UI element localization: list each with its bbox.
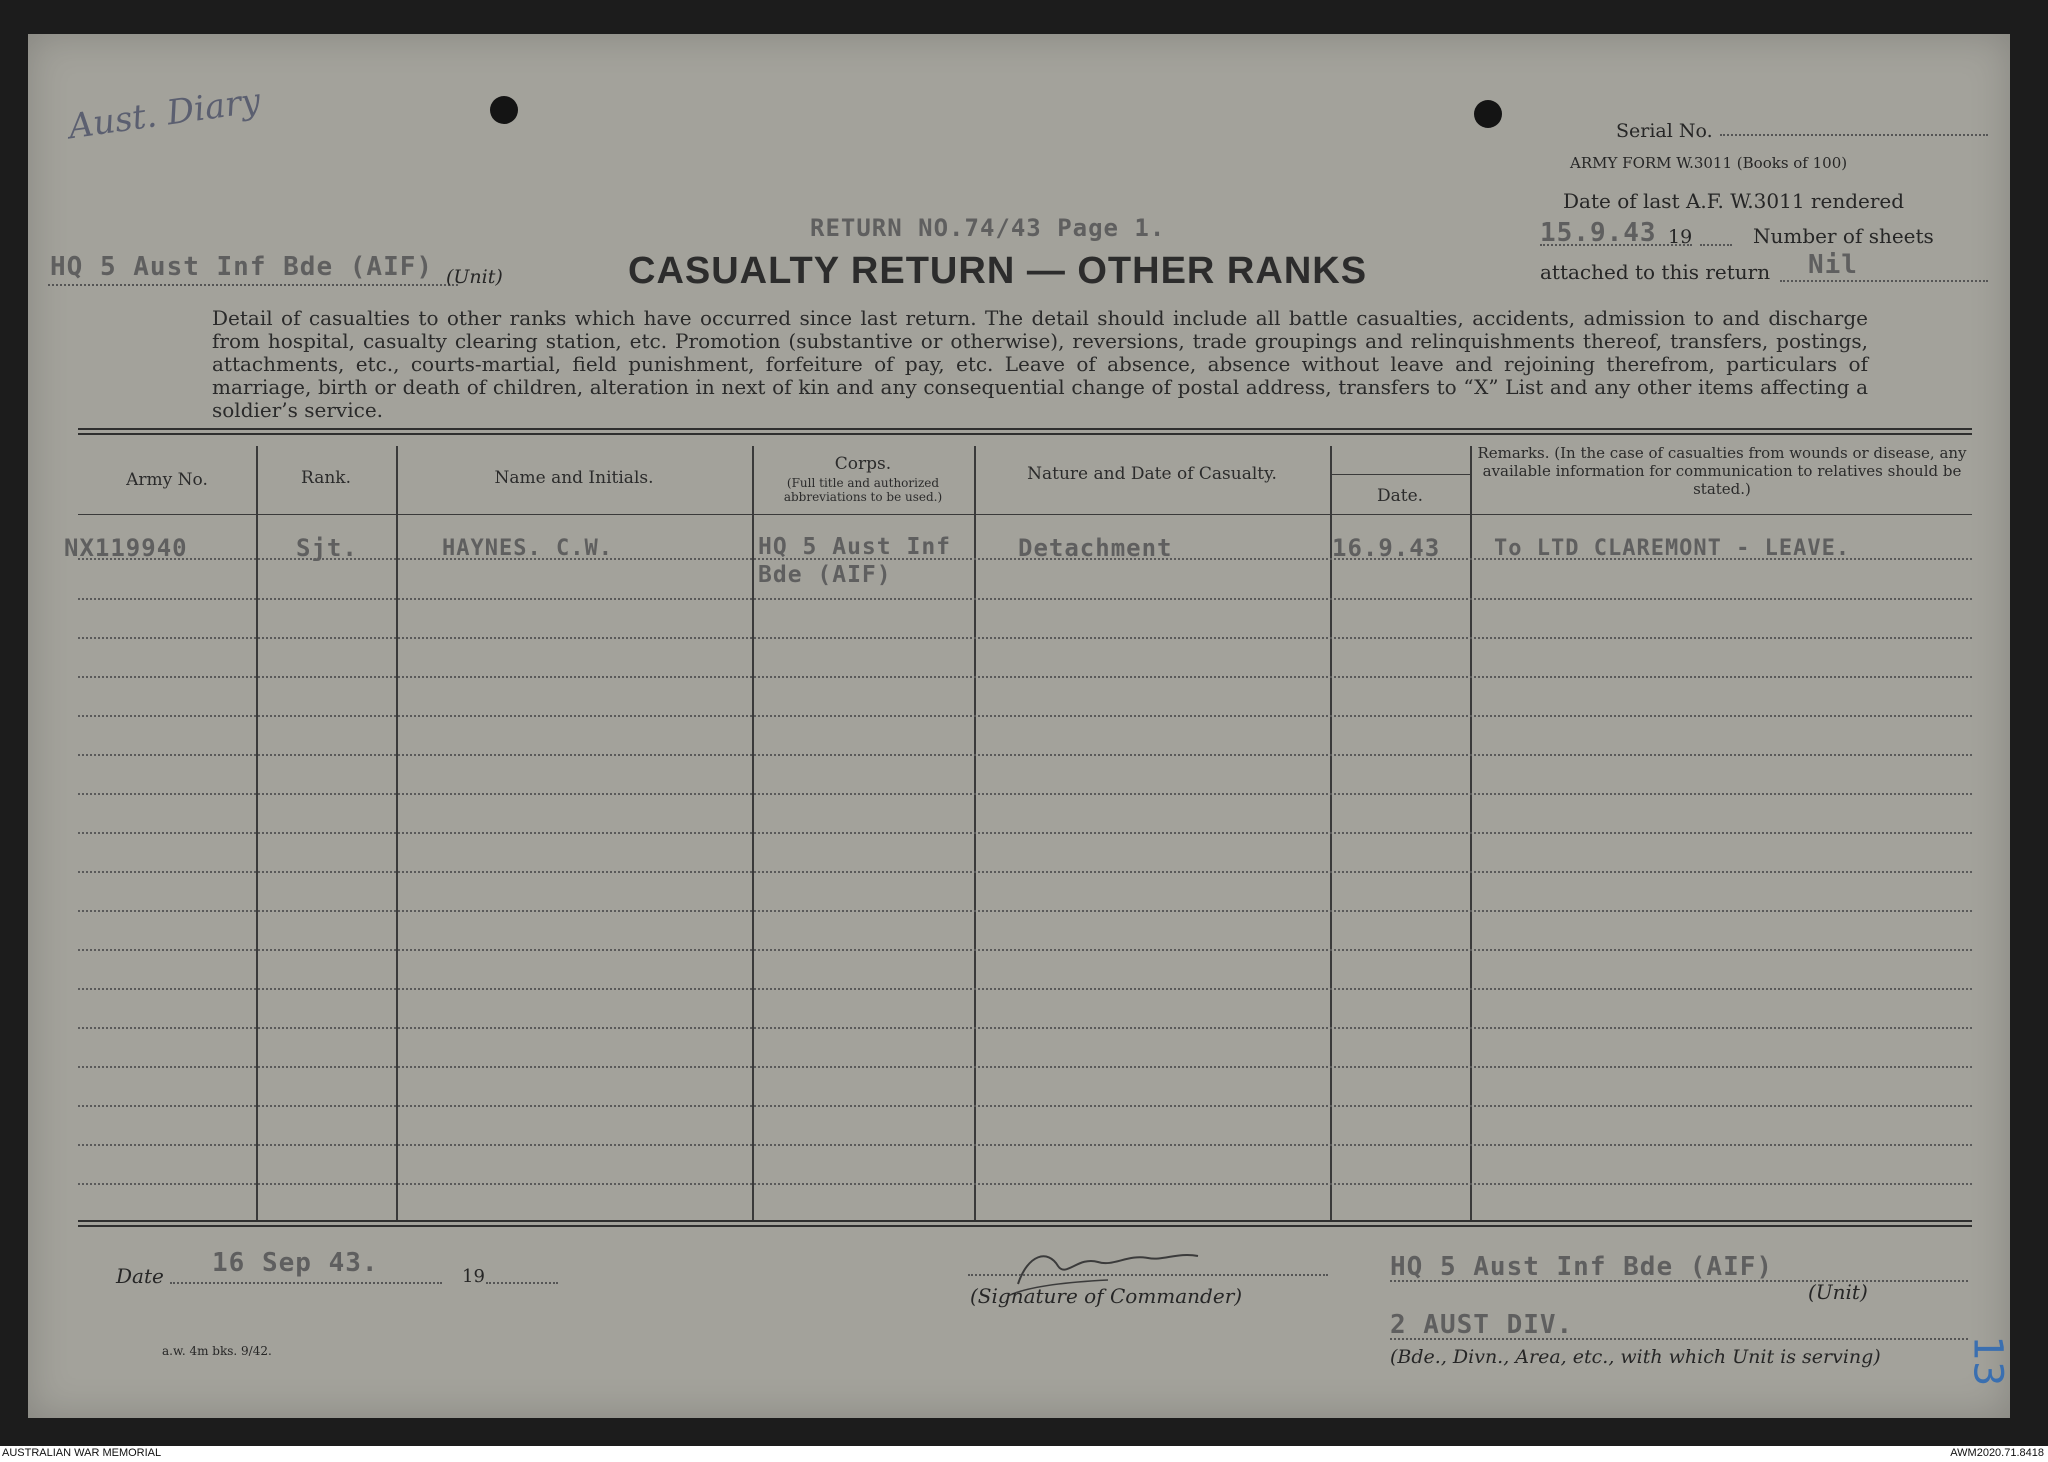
row-line xyxy=(78,676,1972,678)
col-header-army-no: Army No. xyxy=(126,470,208,490)
footer-division-value: 2 AUST DIV. xyxy=(1390,1310,1574,1340)
cell-army-no: NX119940 xyxy=(64,534,188,562)
col-header-date: Date. xyxy=(1376,486,1424,506)
year-prefix-top: 19 xyxy=(1668,226,1693,248)
cell-date: 16.9.43 xyxy=(1332,534,1441,562)
print-code: a.w. 4m bks. 9/42. xyxy=(162,1344,272,1358)
footer-unit-label: (Unit) xyxy=(1808,1280,1868,1304)
form-sheet xyxy=(28,34,2010,1418)
footer-unit-field xyxy=(1390,1280,1968,1282)
row-line xyxy=(78,949,1972,951)
archive-left-label: AUSTRALIAN WAR MEMORIAL xyxy=(2,1447,162,1459)
cell-corps-line2: Bde (AIF) xyxy=(758,562,892,588)
last-rendered-label: Date of last A.F. W.3011 rendered xyxy=(1563,189,1905,213)
table-bottom-rule-2 xyxy=(78,1225,1972,1227)
return-number: RETURN NO.74/43 Page 1. xyxy=(810,214,1166,242)
row-line xyxy=(78,1105,1972,1107)
table-top-rule-2 xyxy=(78,433,1972,435)
footer-unit-value: HQ 5 Aust Inf Bde (AIF) xyxy=(1390,1252,1774,1282)
row-line xyxy=(78,871,1972,873)
form-title: CASUALTY RETURN — OTHER RANKS xyxy=(628,250,1368,292)
col-header-nature: Nature and Date of Casualty. xyxy=(1027,464,1277,484)
cell-remarks: To LTD CLAREMONT - LEAVE. xyxy=(1494,536,1851,561)
attached-label: attached to this return xyxy=(1540,260,1771,284)
row-line xyxy=(78,637,1972,639)
attached-field xyxy=(1780,280,1988,282)
row-line xyxy=(78,754,1972,756)
table-top-rule xyxy=(78,428,1972,430)
col-header-rank: Rank. xyxy=(301,468,351,488)
row-line xyxy=(78,1066,1972,1068)
footer-date-field xyxy=(170,1282,442,1284)
footer-division-label: (Bde., Divn., Area, etc., with which Unit is serving) xyxy=(1390,1346,1881,1368)
row-line xyxy=(78,1144,1972,1146)
table-body xyxy=(78,528,1972,1220)
cell-corps-line1: HQ 5 Aust Inf xyxy=(758,534,952,560)
unit-value: HQ 5 Aust Inf Bde (AIF) xyxy=(50,252,434,282)
handwritten-note: Aust. Diary xyxy=(66,80,263,148)
last-rendered-value: 15.9.43 xyxy=(1540,218,1657,248)
footer-year-field xyxy=(486,1282,558,1284)
row-line xyxy=(78,988,1972,990)
row-line xyxy=(78,832,1972,834)
archive-strip xyxy=(0,1446,2048,1462)
signature-label: (Signature of Commander) xyxy=(970,1284,1243,1308)
year-field-top xyxy=(1700,244,1732,246)
archive-right-label: AWM2020.71.8418 xyxy=(1950,1447,2044,1459)
col-header-corps: Corps. xyxy=(834,454,892,474)
col-header-corps-note: (Full title and authorized abbreviations to be used.) xyxy=(783,476,943,504)
row-line xyxy=(78,598,1972,600)
instructions-text: Detail of casualties to other ranks which have occurred since last return. The detail should include all battle casualties, accidents, admission to and discharge from hospital, casualty clearing station, etc. Promotion (substantive or otherwise), reversions, trade groupings and relinquishments thereof, transfers, postings, attachments, etc., courts-martial, field punishment, forfeiture of pay, etc. Leave of absence, absence without leave and rejoining therefrom, particulars of marriage, birth or death of children, alteration in next of kin and any consequential change of postal address, transfers to “X” List and any other items affecting a soldier’s service. xyxy=(212,306,1868,422)
date-header-rule xyxy=(1330,474,1470,475)
punch-hole-left xyxy=(490,96,518,124)
sheets-label: Number of sheets xyxy=(1753,224,1934,248)
col-header-name: Name and Initials. xyxy=(494,468,654,488)
unit-label: (Unit) xyxy=(446,266,503,288)
row-line xyxy=(78,715,1972,717)
table-bottom-rule xyxy=(78,1220,1972,1222)
header-underline xyxy=(78,514,1972,515)
footer-date-label: Date xyxy=(116,1264,164,1288)
row-line xyxy=(78,793,1972,795)
signature-field xyxy=(968,1274,1328,1276)
form-id: ARMY FORM W.3011 (Books of 100) xyxy=(1570,154,1848,172)
cell-name: HAYNES. C.W. xyxy=(442,536,613,561)
footer-year-prefix: 19 xyxy=(462,1266,485,1287)
attached-value: Nil xyxy=(1808,250,1858,280)
footer-division-field xyxy=(1390,1338,1968,1340)
page-mark: 13 xyxy=(1964,1335,2011,1387)
footer-date-value: 16 Sep 43. xyxy=(212,1248,379,1278)
serial-field xyxy=(1720,134,1988,136)
serial-label: Serial No. xyxy=(1616,120,1713,142)
punch-hole-right xyxy=(1474,100,1502,128)
row-line xyxy=(78,910,1972,912)
row-line xyxy=(78,1027,1972,1029)
col-header-remarks: Remarks. (In the case of casualties from wounds or disease, any available information for communication to relatives should be stated.) xyxy=(1477,444,1967,498)
cell-rank: Sjt. xyxy=(296,534,358,562)
cell-nature: Detachment xyxy=(1018,534,1173,562)
row-line xyxy=(78,1183,1972,1185)
unit-field xyxy=(48,284,458,286)
